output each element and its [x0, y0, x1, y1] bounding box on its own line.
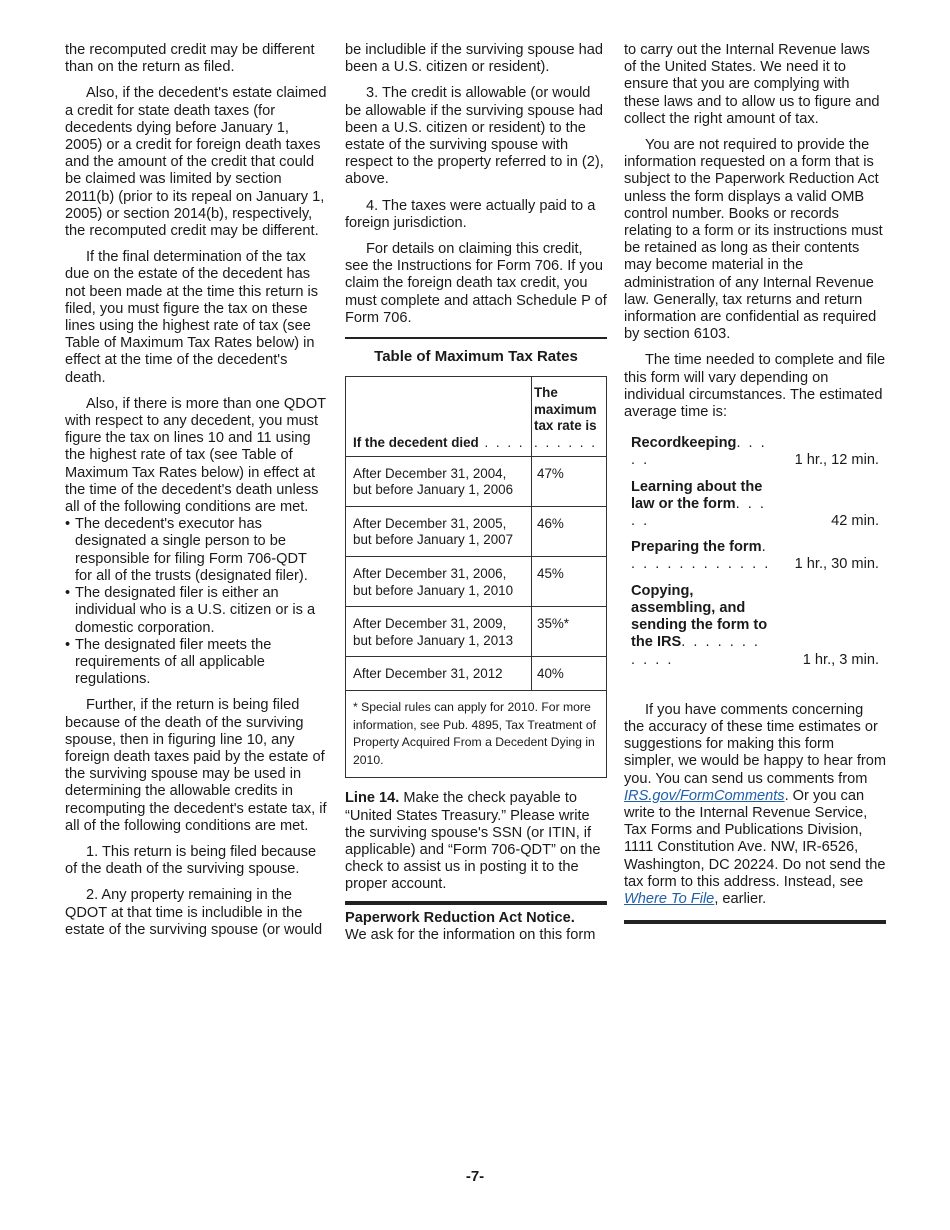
- numbered-item: 4. The taxes were actually paid to a foreign jurisdiction.: [345, 197, 596, 231]
- table-row: [346, 456, 607, 506]
- page-number: -7-: [465, 1168, 485, 1185]
- date-cell: After December 31, 2009, but before January 1, 2013: [346, 607, 532, 657]
- date-cell: After December 31, 2004, but before January 1, 2006: [346, 456, 532, 506]
- paragraph: You are not required to provide the information requested on a form that is subject to the Paperwork Reduction Act unless the form displays a valid OMB control number. Books or records relating to a form or its instructions must be retained as long as their contents may become material in the administration of any Internal Revenue law. Generally, tax returns and return information are confidential as required by section 6103.: [624, 137, 883, 343]
- column-right: [624, 42, 886, 924]
- where-to-file-link[interactable]: Where To File: [624, 890, 715, 907]
- divider: [345, 337, 607, 339]
- paragraph: be includible if the surviving spouse had been a U.S. citizen or resident).: [345, 42, 603, 76]
- table-row: [346, 607, 607, 657]
- bullet-text: The decedent's executor has designated a single person to be responsible for filing Form 706-QDT for all of the trusts (designated filer).: [75, 516, 308, 584]
- bullet-item: [65, 637, 327, 689]
- table-footnote: * Special rules can apply for 2010. For more information, see Pub. 4895, Tax Treatment of Property Acquired From a Decedent Dying in 2010.: [345, 691, 607, 778]
- rate-cell: 45%: [532, 557, 607, 607]
- rate-cell: 40%: [532, 657, 607, 691]
- time-row: [624, 435, 886, 469]
- line14-text: Make the check payable to “United States Treasury.” Please write the surviving spouse's SSN (or ITIN, if applicable) and “Form 706-QDT” on the check to assist us in posting it to the proper account.: [345, 790, 601, 893]
- paragraph: Also, if there is more than one QDOT with respect to any decedent, you must figure the tax on lines 10 and 11 using the highest rate of tax (see Table of Maximum Tax Rates below) in effect at the time of the decedent's death unless all of the following conditions are met.: [65, 395, 326, 516]
- table-row: [346, 657, 607, 691]
- paragraph: to carry out the Internal Revenue laws of the United States. We need it to ensure that you are complying with these laws and to allow us to figure and collect the right amount of tax.: [624, 42, 880, 127]
- bullet-text: The designated filer is either an individual who is a U.S. citizen or is a domestic corporation.: [75, 585, 316, 636]
- pra-heading: Paperwork Reduction Act Notice.: [345, 909, 575, 926]
- line14-label: Line 14.: [345, 790, 400, 807]
- time-row: [624, 583, 886, 669]
- bullet-icon: •: [65, 585, 71, 602]
- bullet-item: [65, 585, 327, 637]
- irs-form-comments-link[interactable]: IRS.gov/FormComments: [624, 787, 785, 804]
- table-title: Table of Maximum Tax Rates: [374, 348, 578, 366]
- table-row: [346, 557, 607, 607]
- paragraph: For details on claiming this credit, see the Instructions for Form 706. If you claim the foreign death tax credit, you must complete and attach Schedule P of Form 706.: [345, 241, 607, 326]
- numbered-item: 3. The credit is allowable (or would be allowable if the surviving spouse had been a U.S. citizen or resident) to the estate of the surviving spouse with respect to the property referred to in (2), above.: [345, 85, 604, 188]
- rate-cell: 35%*: [532, 607, 607, 657]
- paragraph: the recomputed credit may be different than on the return as filed.: [65, 42, 315, 76]
- time-estimates: [624, 435, 886, 668]
- date-cell: After December 31, 2006, but before January 1, 2010: [346, 557, 532, 607]
- time-label: Recordkeeping. . . . .: [631, 435, 767, 469]
- column-left: [65, 42, 327, 939]
- column-middle: [345, 42, 607, 944]
- time-value: 1 hr., 12 min.: [794, 452, 879, 469]
- header-max-rate: The maximum tax rate is . . . . . .: [532, 377, 607, 456]
- time-row: [624, 539, 886, 573]
- bullet-item: [65, 516, 327, 585]
- comments-paragraph: If you have comments concerning the accuracy of these time estimates or suggestions for making this form simpler, we would be happy to hear from you. You can send us comments from IRS.gov/FormComments. Or you can write to the Internal Revenue Service, Tax Forms and Publications Division, 1111 Constitution Ave. NW, IR-6526, Washington, DC 20224. Do not send the tax form to this address. Instead, see Where To File, earlier.: [624, 701, 887, 907]
- numbered-item: 2. Any property remaining in the QDOT at that time is includible in the estate of the surviving spouse (or would: [65, 887, 323, 938]
- time-value: 1 hr., 3 min.: [802, 651, 879, 668]
- date-cell: After December 31, 2012: [346, 657, 532, 691]
- time-label: Learning about the law or the form. . . . .: [631, 478, 766, 530]
- bullet-icon: •: [65, 636, 71, 653]
- date-cell: After December 31, 2005, but before January 1, 2007: [346, 506, 532, 556]
- rate-cell: 47%: [532, 456, 607, 506]
- max-tax-rates-table: [345, 376, 607, 691]
- time-row: [624, 479, 886, 531]
- table-row: [346, 506, 607, 556]
- rate-cell: 46%: [532, 506, 607, 556]
- line14-paragraph: [345, 790, 607, 893]
- divider: [345, 901, 607, 905]
- paragraph: The time needed to complete and file this form will vary depending on individual circumstances. The estimated average time is:: [624, 352, 886, 421]
- divider: [624, 920, 886, 924]
- time-label: Copying, assembling, and sending the form to the IRS. . . . . . . . . . .: [631, 582, 768, 668]
- header-decedent-died: If the decedent died . . . .: [346, 377, 532, 456]
- paragraph: If the final determination of the tax due on the estate of the decedent has not been made at the time this return is filed, you must figure the tax on these lines using the highest rate of tax (see Table of Maximum Tax Rates below) in effect at the time of the decedent's death.: [65, 249, 319, 386]
- paragraph: We ask for the information on this form: [345, 926, 596, 943]
- paragraph: Further, if the return is being filed because of the death of the surviving spouse, then in figuring line 10, any foreign death taxes paid by the estate of the surviving spouse may be used in determining the allowable credits in recomputing the decedent's estate tax, if all of the following conditions are met.: [65, 697, 327, 834]
- time-label: Preparing the form. . . . . . . . . . . . .: [631, 539, 771, 573]
- table-header-row: [346, 377, 607, 456]
- time-value: 42 min.: [831, 513, 879, 530]
- paragraph: Also, if the decedent's estate claimed a credit for state death taxes (for decedents dying before January 1, 2005) or a credit for foreign death taxes and the amount of the credit that could be claimed was limited by section 2011(b) (prior to its repeal on January 1, 2005) or section 2014(b), respectively, the recomputed credit may be different.: [65, 85, 327, 240]
- time-value: 1 hr., 30 min.: [794, 556, 879, 573]
- bullet-text: The designated filer meets the requirements of all applicable regulations.: [75, 636, 272, 688]
- bullet-icon: •: [65, 516, 71, 533]
- numbered-item: 1. This return is being filed because of the death of the surviving spouse.: [65, 843, 317, 878]
